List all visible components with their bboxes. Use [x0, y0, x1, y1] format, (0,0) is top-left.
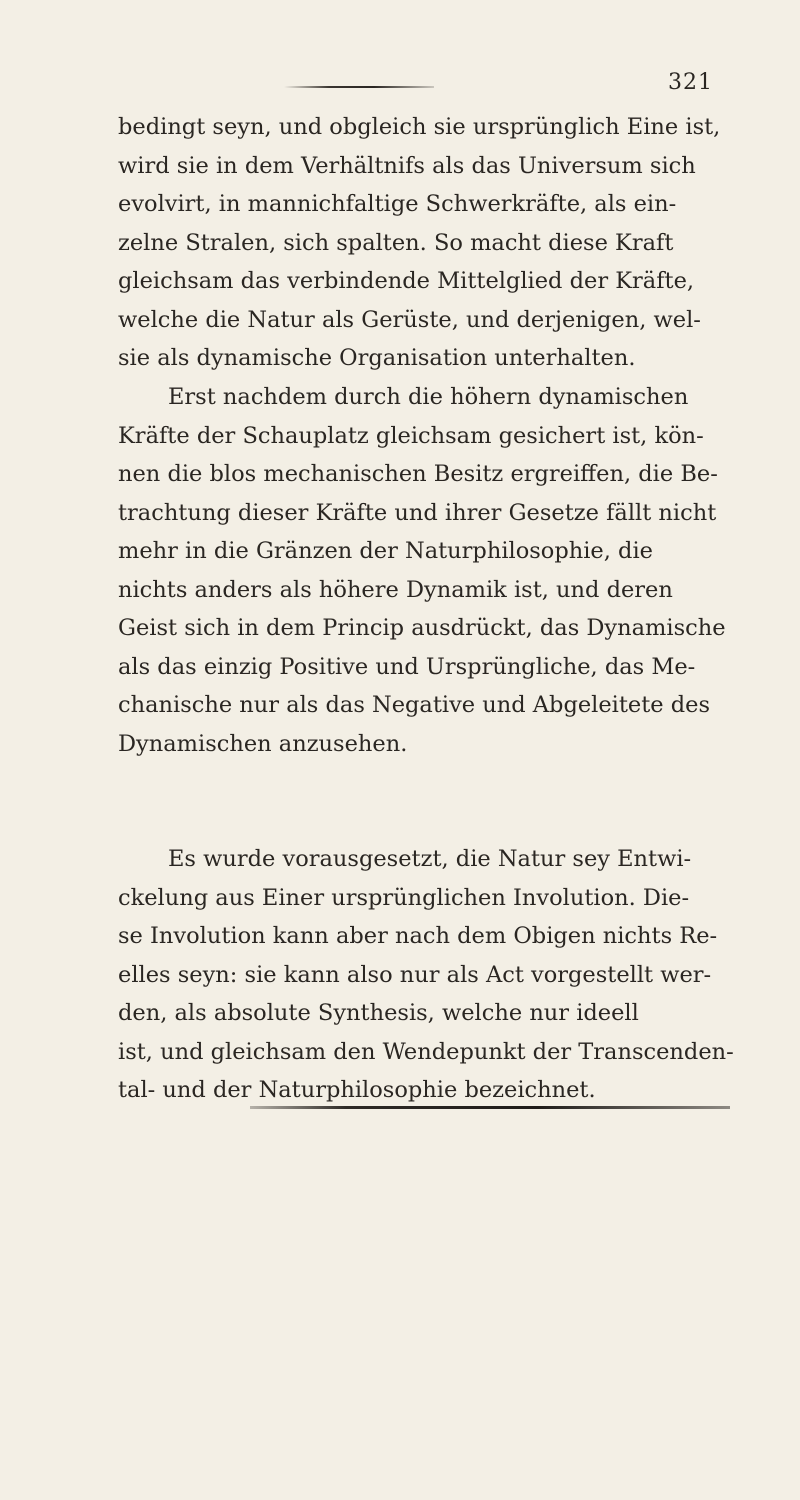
text-line: wird sie in dem Verhältnifs als das Universum sich — [118, 152, 696, 179]
text-line: Dynamischen anzusehen. — [118, 730, 408, 757]
text-line: mehr in die Gränzen der Naturphilosophie, die — [118, 538, 653, 564]
text-line: Es wurde vorausgesetzt, die Natur sey Entwi- — [168, 846, 692, 872]
text-line: ckelung aus Einer ursprünglichen Involution. Die- — [118, 884, 690, 911]
page-number: 321 — [668, 70, 713, 95]
text-line: zelne Stralen, sich spalten. So macht diese Kraft — [118, 229, 674, 256]
text-line: sie als dynamische Organisation unterhalten. — [118, 345, 636, 371]
text-line: den, als absolute Synthesis, welche nur ideell — [118, 1000, 639, 1026]
text-line: se Involution kann aber nach dem Obigen nichts Re- — [118, 923, 718, 949]
text-line: elles seyn: sie kann also nur als Act vorgestellt wer- — [118, 961, 712, 988]
text-line: trachtung dieser Kräfte und ihrer Gesetze fällt nicht — [118, 499, 717, 526]
text-line: chanische nur als das Negative und Abgeleitete des — [118, 692, 710, 718]
text-line: Erst nachdem durch die höhern dynamischen — [168, 384, 689, 410]
text-line: nen die blos mechanischen Besitz ergreiffen, die Be- — [118, 461, 718, 487]
text-line: evolvirt, in mannichfaltige Schwerkräfte, als ein- — [118, 191, 677, 217]
text-line: welche die Natur als Gerüste, und derjenigen, wel- — [118, 306, 701, 333]
text-line: Geist sich in dem Princip ausdrückt, das Dynamische — [118, 615, 726, 641]
paragraph-1 — [118, 108, 750, 378]
text-line: nichts anders als höhere Dynamik ist, und deren — [118, 576, 673, 603]
paragraph-3 — [118, 840, 750, 1110]
header-rule — [284, 86, 434, 88]
paragraph-2 — [118, 378, 750, 763]
text-line: Kräfte der Schauplatz gleichsam gesichert ist, kön- — [118, 422, 704, 449]
text-line: als das einzig Positive und Ursprüngliche, das Me- — [118, 653, 696, 680]
text-line: tal- und der Naturphilosophie bezeichnet. — [118, 1077, 596, 1103]
text-line: gleichsam das verbindende Mittelglied der Kräfte, — [118, 268, 695, 294]
footer-rule — [250, 1106, 730, 1109]
text-line: bedingt seyn, und obgleich sie ursprünglich Eine ist, — [118, 114, 721, 140]
text-line: ist, und gleichsam den Wendepunkt der Transcenden- — [118, 1038, 734, 1065]
